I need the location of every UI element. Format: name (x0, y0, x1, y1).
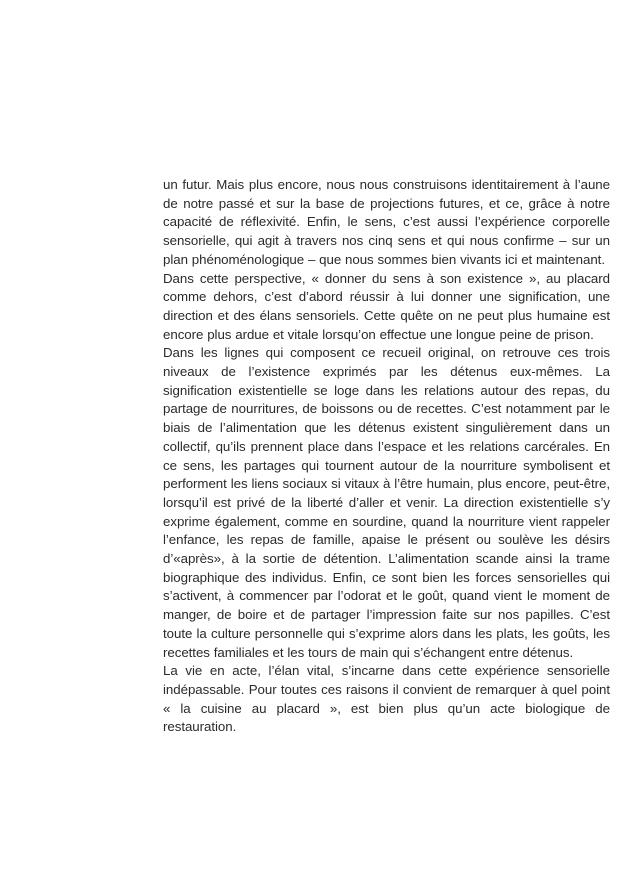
body-paragraph: Dans les lignes qui composent ce recueil original, on retrouve ces trois niveaux de l’existence exprimés par les détenus eux-mêmes. La signification existentielle se loge dans les relations autour des repas, du partage de nourritures, de boissons ou de recettes. C’est notamment par le biais de l’alimentation que les détenus existent singulièrement dans un collectif, qu’ils prennent place dans l’espace et les relations carcérales. En ce sens, les partages qui tournent autour de la nourriture symbolisent et performent les liens sociaux si vitaux à l’être humain, plus encore, peut-être, lorsqu’il est privé de la liberté d’aller et venir. La direction existentielle s’y exprime également, comme en sourdine, quand la nourriture vient rappeler l’enfance, les repas de famille, apaise le présent ou soulève les désirs d’«après», à la sortie de détention. L’alimentation scande ainsi la trame biographique des individus. Enfin, ce sont bien les forces sensorielles qui s’activent, à commencer par l’odorat et le goût, quand vient le moment de manger, de boire et de partager l’impression faite sur nos papilles. C’est toute la culture personnelle qui s’exprime alors dans les plats, les goûts, les recettes familiales et les tours de main qui s’échangent entre détenus. (163, 345, 610, 660)
body-paragraph: un futur. Mais plus encore, nous nous construisons identitairement à l’aune de notre passé et sur la base de projections futures, et ce, grâce à notre capacité de réflexivité. Enfin, le sens, c’est aussi l’expérience corporelle sensorielle, qui agit à travers nos cinq sens et qui nous confirme – sur un plan phénoménologique – que nous sommes bien vivants ici et maintenant. (163, 177, 610, 267)
text-block (163, 176, 610, 737)
body-paragraph: La vie en acte, l’élan vital, s’incarne dans cette expérience sensorielle indépassable. Pour toutes ces raisons il convient de remarquer à quel point « la cuisine au placard », est bien plus qu’un acte biologique de restauration. (163, 663, 610, 735)
body-paragraph: Dans cette perspective, « donner du sens à son existence », au placard comme dehors, c’est d’abord réussir à lui donner une signification, une direction et des élans sensoriels. Cette quête on ne peut plus humaine est encore plus ardue et vitale lorsqu’on effectue une longue peine de prison. (163, 270, 610, 342)
